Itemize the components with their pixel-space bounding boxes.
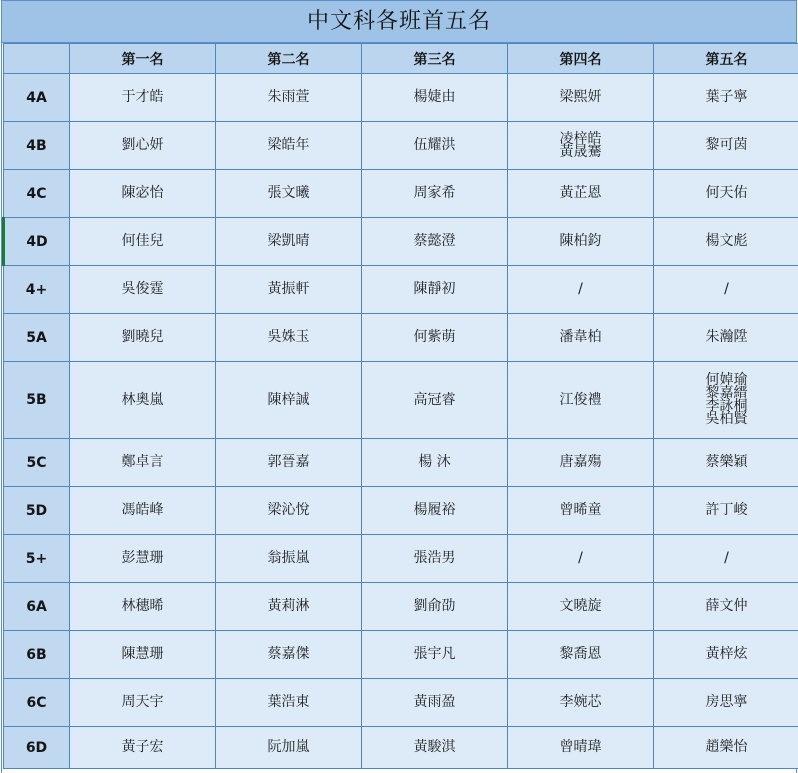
rank-cell xyxy=(216,122,362,170)
student-name: 郭晉嘉 xyxy=(267,454,310,470)
student-name: 房思寧 xyxy=(705,694,748,710)
rank-cell xyxy=(70,487,216,535)
rank-cell xyxy=(508,266,654,314)
student-name: 鄭卓言 xyxy=(121,454,164,470)
class-label: 4D xyxy=(4,218,70,266)
student-name: 彭慧珊 xyxy=(121,550,164,566)
rank-cell xyxy=(362,583,508,631)
rank-cell xyxy=(216,314,362,362)
student-name: 劉曉兒 xyxy=(121,329,164,345)
student-name: 曾晞童 xyxy=(559,502,602,518)
rank-cell xyxy=(216,74,362,122)
student-name: 周天宇 xyxy=(121,694,164,710)
student-name: 黃子宏 xyxy=(121,739,164,755)
rank-cell xyxy=(654,535,798,583)
rank-cell xyxy=(70,122,216,170)
rank-cell xyxy=(508,170,654,218)
student-name: 何紫萌 xyxy=(413,329,456,345)
rank-cell xyxy=(508,362,654,439)
rank-cell xyxy=(654,314,798,362)
student-name: 陳宓怡 xyxy=(121,185,164,201)
rank-cell xyxy=(362,727,508,769)
rank-cell xyxy=(362,439,508,487)
student-name: 李詠桐 xyxy=(705,398,748,414)
class-label: 4+ xyxy=(4,266,70,314)
student-name: 黃莉淋 xyxy=(267,598,310,614)
student-name: 潘韋柏 xyxy=(559,329,602,345)
class-label: 6A xyxy=(4,583,70,631)
rank-cell xyxy=(654,74,798,122)
student-name: 楊 沐 xyxy=(418,454,451,470)
rank-cell xyxy=(508,74,654,122)
rank-cell xyxy=(362,266,508,314)
rank-cell xyxy=(70,535,216,583)
class-label: 5B xyxy=(4,362,70,439)
rank-cell xyxy=(654,439,798,487)
student-name: 劉心妍 xyxy=(121,137,164,153)
rank-cell xyxy=(70,362,216,439)
rank-cell xyxy=(362,362,508,439)
table-row xyxy=(4,122,798,170)
student-name: 楊履裕 xyxy=(413,502,456,518)
corner-header-cell xyxy=(4,44,70,74)
table-row xyxy=(4,487,798,535)
rank-cell xyxy=(216,439,362,487)
student-name: / xyxy=(578,550,583,566)
student-name: 于才皓 xyxy=(121,89,164,105)
student-name: 蔡嘉傑 xyxy=(267,646,310,662)
student-name: 黃振軒 xyxy=(267,281,310,297)
rank-cell xyxy=(508,535,654,583)
class-label: 5+ xyxy=(4,535,70,583)
rank-cell xyxy=(508,487,654,535)
student-name: 陳柏鈞 xyxy=(559,233,602,249)
table-row xyxy=(4,266,798,314)
student-name: 黎可茵 xyxy=(705,137,748,153)
student-name: 張浩男 xyxy=(413,550,456,566)
student-name: 李婉芯 xyxy=(559,694,602,710)
rank-cell xyxy=(216,487,362,535)
student-name: 梁沁悅 xyxy=(267,502,310,518)
student-name: 林穗晞 xyxy=(121,598,164,614)
header-rank-5: 第五名 xyxy=(654,44,798,74)
rank-cell xyxy=(654,122,798,170)
rank-cell xyxy=(508,583,654,631)
header-rank-3: 第三名 xyxy=(362,44,508,74)
student-name: / xyxy=(578,281,583,297)
rank-cell xyxy=(362,535,508,583)
rank-cell xyxy=(216,727,362,769)
rank-cell xyxy=(70,218,216,266)
rank-cell xyxy=(654,362,798,439)
student-name: 薛文仲 xyxy=(705,598,748,614)
student-name: 楊文彪 xyxy=(705,233,748,249)
rank-cell xyxy=(70,583,216,631)
rank-cell xyxy=(216,679,362,727)
student-name: 梁熙妍 xyxy=(559,89,602,105)
student-name: 黃梓炫 xyxy=(705,646,748,662)
student-name: / xyxy=(724,550,729,566)
table-title: 中文科各班首五名 xyxy=(2,0,796,43)
table-row xyxy=(4,218,798,266)
class-label: 5D xyxy=(4,487,70,535)
student-name: 何佳兒 xyxy=(121,233,164,249)
rank-cell xyxy=(362,170,508,218)
rank-cell xyxy=(70,679,216,727)
student-name: 朱雨萱 xyxy=(267,89,310,105)
rank-cell xyxy=(216,631,362,679)
table-row xyxy=(4,535,798,583)
class-label: 4A xyxy=(4,74,70,122)
rank-cell xyxy=(362,122,508,170)
class-label: 4C xyxy=(4,170,70,218)
rank-cell xyxy=(216,266,362,314)
rank-cell xyxy=(216,170,362,218)
student-name: 伍耀洪 xyxy=(413,137,456,153)
rank-cell xyxy=(70,631,216,679)
student-name: 唐嘉殤 xyxy=(559,454,602,470)
ranking-sheet xyxy=(1,0,797,773)
rank-cell xyxy=(508,218,654,266)
student-name: 黃晟騫 xyxy=(559,143,602,160)
rank-cell xyxy=(362,314,508,362)
student-name: 趙樂怡 xyxy=(705,739,748,755)
student-name: 周家希 xyxy=(413,185,456,201)
rank-cell xyxy=(508,679,654,727)
rank-cell xyxy=(362,631,508,679)
student-name: 楊婕由 xyxy=(413,89,456,105)
rank-cell xyxy=(654,266,798,314)
rank-cell xyxy=(70,727,216,769)
student-name: 黎喬恩 xyxy=(559,646,602,662)
class-label: 6C xyxy=(4,679,70,727)
header-rank-4: 第四名 xyxy=(508,44,654,74)
student-name: 葉浩東 xyxy=(267,694,310,710)
rank-cell xyxy=(70,266,216,314)
student-name: 黎嘉縉 xyxy=(705,385,748,401)
header-row xyxy=(4,44,798,74)
table-row xyxy=(4,583,798,631)
table-row xyxy=(4,727,798,769)
rank-cell xyxy=(216,583,362,631)
student-name: 蔡樂穎 xyxy=(705,454,748,470)
student-name: 朱瀚陞 xyxy=(705,329,748,345)
student-name: 蔡懿澄 xyxy=(413,233,456,249)
rank-cell xyxy=(508,314,654,362)
class-label: 6D xyxy=(4,727,70,769)
rank-cell xyxy=(654,727,798,769)
student-name: 高冠睿 xyxy=(413,391,456,408)
rank-cell xyxy=(216,218,362,266)
table-row xyxy=(4,679,798,727)
student-name: 馮皓峰 xyxy=(121,502,164,518)
rank-cell xyxy=(362,679,508,727)
rank-cell xyxy=(70,314,216,362)
student-name: 阮加嵐 xyxy=(267,739,310,755)
student-name: 林奧嵐 xyxy=(121,391,164,408)
class-label: 6B xyxy=(4,631,70,679)
rank-cell xyxy=(362,74,508,122)
student-name: 吳姝玉 xyxy=(267,329,310,345)
student-name: 張文曦 xyxy=(267,185,310,201)
table-row xyxy=(4,439,798,487)
rank-cell xyxy=(70,170,216,218)
student-name: 何天佑 xyxy=(705,185,748,201)
student-name: 許丁峻 xyxy=(705,502,748,518)
student-name: 黃芷恩 xyxy=(559,185,602,201)
table-row xyxy=(4,362,798,439)
student-name: 葉子寧 xyxy=(705,89,748,105)
rank-cell xyxy=(508,122,654,170)
student-name: 何婥瑜 xyxy=(705,372,748,388)
student-name: 吳俊霆 xyxy=(121,281,164,297)
table-row xyxy=(4,314,798,362)
header-rank-2: 第二名 xyxy=(216,44,362,74)
student-name: 陳靜初 xyxy=(413,281,456,297)
rank-cell xyxy=(362,218,508,266)
rank-cell xyxy=(70,439,216,487)
rank-cell xyxy=(654,679,798,727)
rank-cell xyxy=(70,74,216,122)
rank-cell xyxy=(508,631,654,679)
rank-cell xyxy=(362,487,508,535)
student-name: 梁皓年 xyxy=(267,137,310,153)
student-name: 張宇凡 xyxy=(413,646,456,662)
class-label: 5C xyxy=(4,439,70,487)
student-name: 黃雨盈 xyxy=(413,694,456,710)
student-name: 黃駿淇 xyxy=(413,739,456,755)
student-name: 梁凱晴 xyxy=(267,233,310,249)
rank-cell xyxy=(508,439,654,487)
student-name: 翁振嵐 xyxy=(267,550,310,566)
rank-cell xyxy=(216,362,362,439)
student-name: / xyxy=(724,281,729,297)
table-row xyxy=(4,74,798,122)
rank-cell xyxy=(654,170,798,218)
student-name: 陳慧珊 xyxy=(121,646,164,662)
rank-cell xyxy=(654,583,798,631)
student-name: 江俊禮 xyxy=(559,391,602,408)
rank-cell xyxy=(508,727,654,769)
student-name: 劉俞劭 xyxy=(413,598,456,614)
rank-cell xyxy=(654,218,798,266)
student-name: 陳梓誠 xyxy=(267,391,310,408)
rank-cell xyxy=(654,487,798,535)
student-name: 凌梓皓 xyxy=(559,130,602,147)
rank-cell xyxy=(654,631,798,679)
student-name: 吳柏賢 xyxy=(705,411,748,427)
rank-cell xyxy=(216,535,362,583)
header-rank-1: 第一名 xyxy=(70,44,216,74)
student-name: 文曉旋 xyxy=(559,598,602,614)
table-row xyxy=(4,631,798,679)
ranking-table xyxy=(2,43,798,769)
table-row xyxy=(4,170,798,218)
class-label: 4B xyxy=(4,122,70,170)
class-label: 5A xyxy=(4,314,70,362)
student-name: 曾晴瑋 xyxy=(559,739,602,755)
